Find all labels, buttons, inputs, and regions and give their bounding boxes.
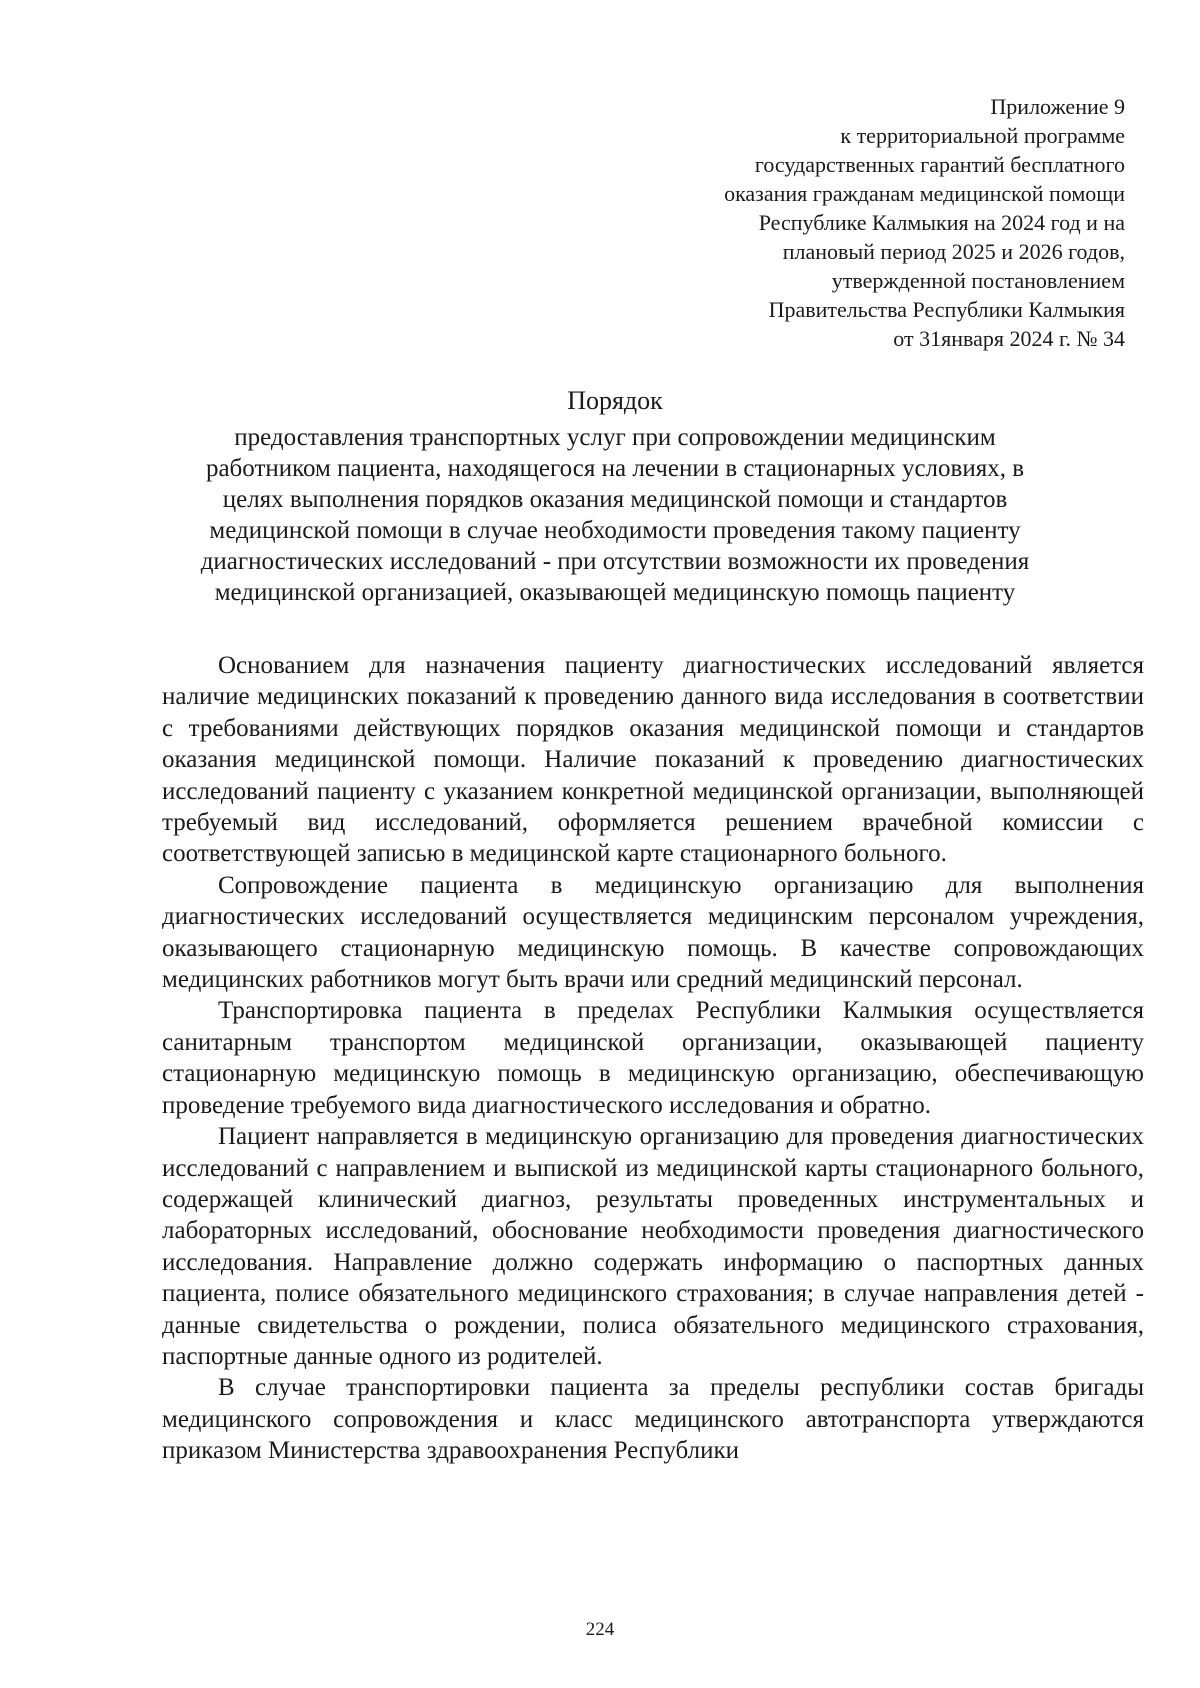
appendix-line: плановый период 2025 и 2026 годов, [782, 239, 1125, 264]
subtitle-line: работником пациента, находящегося на лечении в стационарных условиях, в [205, 455, 1025, 482]
page-number: 224 [585, 1619, 615, 1640]
appendix-line: от 31января 2024 г. № 34 [893, 326, 1125, 351]
paragraph-transport: Транспортировка пациента в пределах Республики Калмыкия осуществляется санитарным транспортом медицинской организации, оказывающей пациенту стационарную медицинскую помощь в медицинскую организацию, обеспечивающую проведение требуемого вида диагностического исследования и обратно. [162, 997, 1144, 1119]
subtitle-line: предоставления транспортных услуг при сопровождении медицинским [234, 424, 996, 451]
subtitle-line: целях выполнения порядков оказания медицинской помощи и стандартов [222, 486, 1008, 513]
paragraph-outside-republic: В случае транспортировки пациента за пределы республики состав бригады медицинского сопровождения и класс медицинского автотранспорта утверждаются приказом Министерства здравоохранения Республики [162, 1374, 1144, 1465]
appendix-line: утвержденной постановлением [831, 268, 1125, 293]
subtitle-line: медицинской помощи в случае необходимости проведения такому пациенту [209, 517, 1021, 544]
paragraph-basis: Основанием для назначения пациенту диагностических исследований является наличие медицинских показаний к проведению данного вида исследования в соответствии с требованиями действующих порядков оказания медицинской помощи и стандартов оказания медицинской помощи. Наличие показаний к проведению диагностических исследований пациенту с указанием конкретной медицинской организации, выполняющей требуемый вид исследований, оформляется решением врачебной комиссии с соответствующей записью в медицинской карте стационарного больного. [162, 652, 1144, 868]
appendix-line: Приложение 9 [990, 94, 1125, 119]
appendix-line: Правительства Республики Калмыкия [768, 297, 1125, 322]
appendix-line: государственных гарантий бесплатного [754, 152, 1125, 177]
document-body [162, 650, 1144, 1467]
appendix-note [724, 92, 1125, 353]
document-title: Порядок [567, 386, 663, 415]
subtitle-line: медицинской организацией, оказывающей медицинскую помощь пациенту [214, 579, 1016, 606]
title-block [150, 384, 1080, 608]
document-subtitle [150, 422, 1080, 608]
paragraph-escort: Сопровождение пациента в медицинскую организацию для выполнения диагностических исследований осуществляется медицинским персоналом учреждения, оказывающего стационарную медицинскую помощь. В качестве сопровождающих медицинских работников могут быть врачи или средний медицинский персонал. [162, 871, 1144, 994]
subtitle-line: диагностических исследований - при отсутствии возможности их проведения [200, 548, 1030, 575]
appendix-line: Республике Калмыкия на 2024 год и на [758, 210, 1125, 235]
appendix-line: оказания гражданам медицинской помощи [724, 181, 1125, 206]
paragraph-referral: Пациент направляется в медицинскую организацию для проведения диагностических исследований с направлением и выпиской из медицинской карты стационарного больного, содержащей клинический диагноз, результаты проведенных инструментальных и лабораторных исследований, обоснование необходимости проведения диагностического исследования. Направление должно содержать информацию о паспортных данных пациента, полисе обязательного медицинского страхования; в случае направления детей - данные свидетельства о рождении, полиса обязательного медицинского страхования, паспортные данные одного из родителей. [162, 1123, 1144, 1370]
appendix-line: к территориальной программе [840, 123, 1125, 148]
